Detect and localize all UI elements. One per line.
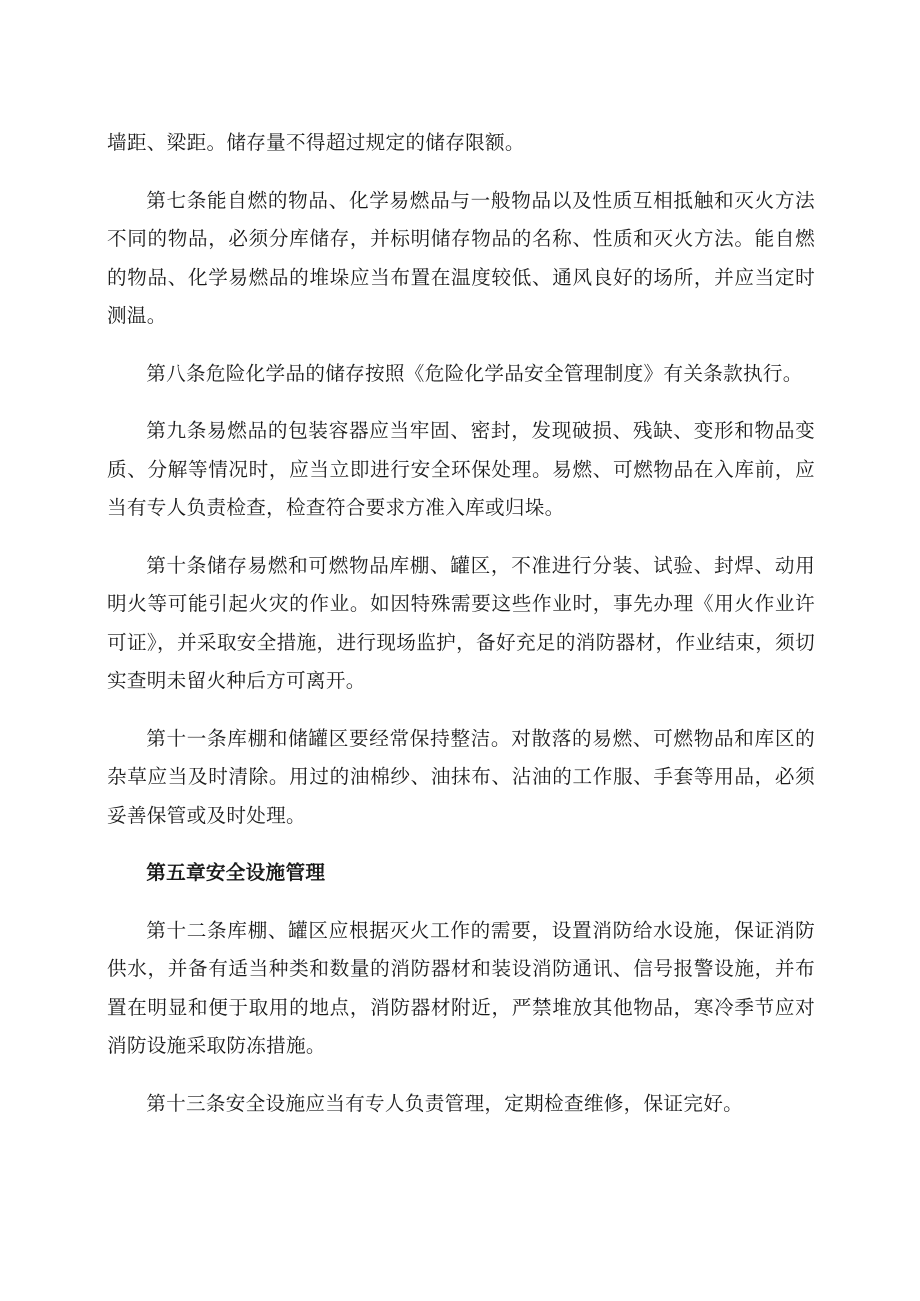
chapter-5-heading: 第五章安全设施管理 — [146, 861, 326, 884]
article-8: 第八条危险化学品的储存按照《危险化学品安全管理制度》有关条款执行。 — [146, 361, 803, 385]
article-7: 第七条能自燃的物品、化学易燃品与一般物品以及性质互相抵触和灭火方法不同的物品，必须分库储存，并标明储存物品的名称、性质和灭火方法。能自燃的物品、化学易燃品的堆垛应当布置在温度较低、通风良好的场所，并应当定时测温。 — [107, 188, 815, 327]
article-12: 第十二条库棚、罐区应根据灭火工作的需要，设置消防给水设施，保证消防供水，并备有适当种类和数量的消防器材和装设消防通讯、信号报警设施，并布置在明显和便于取用的地点，消防器材附近，严禁堆放其他物品，寒冷季节应对消防设施采取防冻措施。 — [107, 918, 815, 1057]
paragraph-continuation: 墙距、梁距。储存量不得超过规定的储存限额。 — [107, 131, 525, 154]
article-9: 第九条易燃品的包装容器应当牢固、密封，发现破损、残缺、变形和物品变质、分解等情况时，应当立即进行安全环保处理。易燃、可燃物品在入库前，应当有专人负责检查，检查符合要求方准入库或归垛。 — [107, 419, 815, 519]
article-10: 第十条储存易燃和可燃物品库棚、罐区，不准进行分装、试验、封焊、动用明火等可能引起火灾的作业。如因特殊需要这些作业时，事先办理《用火作业许可证》，并采取安全措施，进行现场监护，备好充足的消防器材，作业结束，须切实查明未留火种后方可离开。 — [107, 553, 815, 692]
article-11: 第十一条库棚和储罐区要经常保持整洁。对散落的易燃、可燃物品和库区的杂草应当及时清除。用过的油棉纱、油抹布、沾油的工作服、手套等用品，必须妥善保管或及时处理。 — [107, 726, 815, 827]
document-body — [107, 124, 815, 1123]
article-13: 第十三条安全设施应当有专人负责管理，定期检查维修，保证完好。 — [146, 1091, 743, 1115]
